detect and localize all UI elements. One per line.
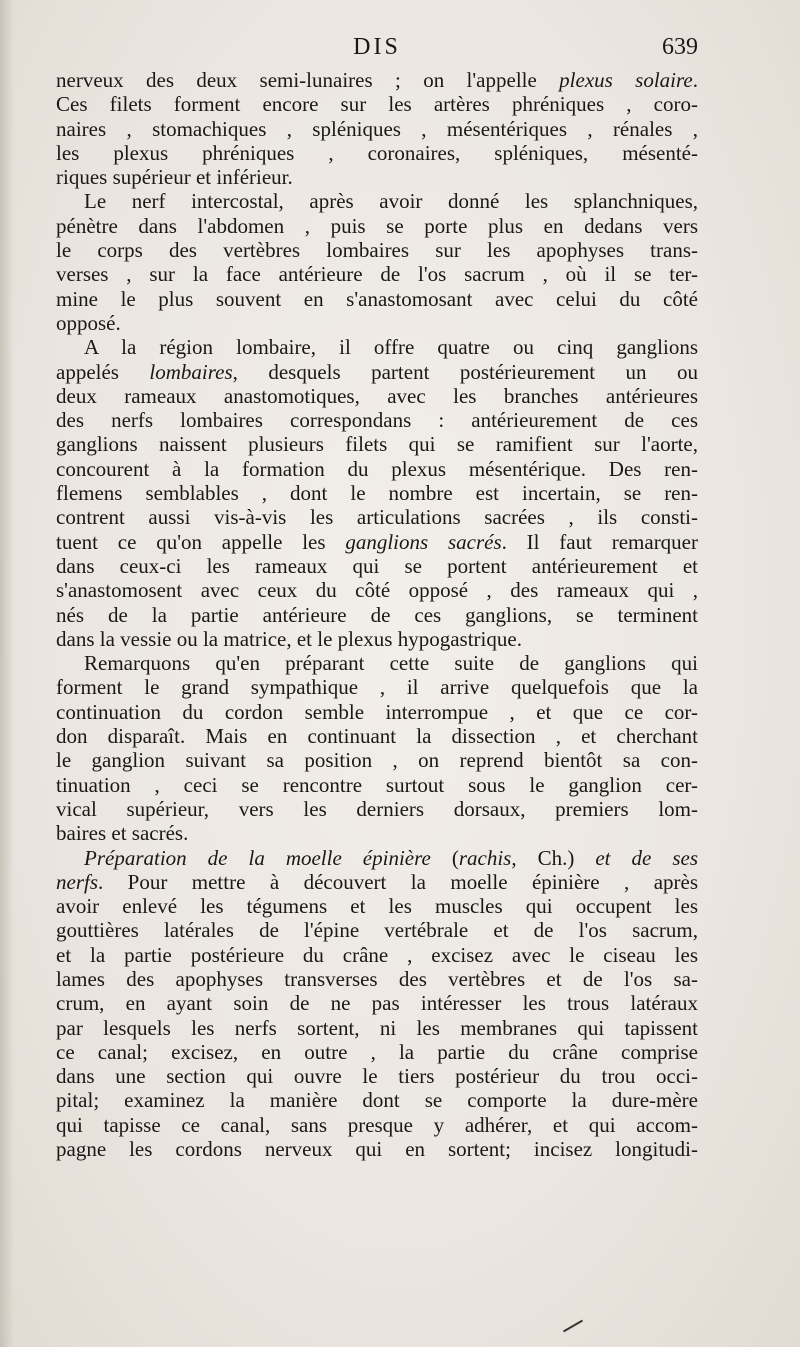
text-line: dans la vessie ou la matrice, et le plexus hypogastrique. [56, 626, 522, 651]
text-line: qui tapisse ce canal, sans presque y adhérer, et qui accom- [56, 1112, 698, 1137]
text-line: Le nerf intercostal, après avoir donné les splanchniques, [84, 189, 698, 214]
page-gutter-shadow [0, 0, 14, 1347]
text-line: flemens semblables , dont le nombre est incertain, se ren- [56, 481, 698, 506]
text-line: pital; examinez la manière dont se comporte la dure-mère [56, 1088, 698, 1113]
section-heading-line: Préparation de la moelle épinière (rachis, Ch.) et de ses [84, 845, 698, 870]
text-line: nerveux des deux semi-lunaires ; on l'appelle plexus solaire. [56, 68, 698, 92]
text-line: ganglions naissent plusieurs filets qui se ramifient sur l'aorte, [56, 432, 698, 457]
italic-term: plexus solaire [559, 68, 693, 92]
text-line: dans une section qui ouvre le tiers postérieur du trou occi- [56, 1064, 698, 1089]
text-line: A la région lombaire, il offre quatre ou cinq ganglions [84, 335, 698, 360]
text-line: don disparaît. Mais en continuant la dissection , et cherchant [56, 724, 698, 749]
text-line: verses , sur la face antérieure de l'os sacrum , où il se ter- [56, 262, 698, 287]
text-line: concourent à la formation du plexus mésentérique. Des ren- [56, 456, 698, 481]
text-line: par lesquels les nerfs sortent, ni les membranes qui tapissent [56, 1015, 698, 1040]
text-line: avoir enlevé les tégumens et les muscles qui occupent les [56, 894, 698, 919]
page-number: 639 [662, 34, 698, 60]
text-line: lames des apophyses transverses des vertèbres et de l'os sa- [56, 966, 698, 991]
text-line: forment le grand sympathique , il arrive quelquefois que la [56, 675, 698, 700]
text-line: Remarquons qu'en préparant cette suite de ganglions qui [84, 651, 698, 676]
text-line: nerfs. Pour mettre à découvert la moelle épinière , après [56, 869, 698, 894]
text-line: pagne les cordons nerveux qui en sortent; incisez longitudi- [56, 1137, 698, 1162]
text-line: ce canal; excisez, en outre , la partie du crâne comprise [56, 1039, 698, 1064]
italic-heading: nerfs [56, 869, 98, 894]
text-line: riques supérieur et inférieur. [56, 165, 293, 190]
text-line: crum, en ayant soin de ne pas intéresser les trous latéraux [56, 991, 698, 1016]
running-title: DIS [353, 34, 401, 60]
text-line: le ganglion suivant sa position , on reprend bientôt sa con- [56, 748, 698, 773]
text-line: des nerfs lombaires correspondans : antérieurement de ces [56, 408, 698, 433]
text-line: opposé. [56, 310, 121, 335]
italic-term: lombaires [149, 359, 233, 384]
text-line: gouttières latérales de l'épine vertébrale et de l'os sacrum, [56, 918, 698, 943]
text-line: les plexus phréniques , coronaires, spléniques, mésenté- [56, 140, 698, 165]
italic-term: ganglions sacrés [345, 529, 502, 554]
text-line: pénètre dans l'abdomen , puis se porte plus en dedans vers [56, 213, 698, 238]
italic-heading: Préparation de la moelle épinière [84, 845, 431, 870]
text-line: Ces filets forment encore sur les artères phréniques , coro- [56, 92, 698, 117]
text-line: et la partie postérieure du crâne , excisez avec le ciseau les [56, 942, 698, 967]
text-line: vical supérieur, vers les derniers dorsaux, premiers lom- [56, 796, 698, 821]
text-line: baires et sacrés. [56, 821, 189, 846]
text-line: s'anastomosent avec ceux du côté opposé , des rameaux qui , [56, 578, 698, 603]
text-line: naires , stomachiques , spléniques , mésentériques , rénales , [56, 116, 698, 141]
text-line: dans ceux-ci les rameaux qui se portent antérieurement et [56, 553, 698, 578]
text-line: mine le plus souvent en s'anastomosant avec celui du côté [56, 286, 698, 311]
text-line: le corps des vertèbres lombaires sur les apophyses trans- [56, 238, 698, 263]
text-line: deux rameaux anastomotiques, avec les branches antérieures [56, 383, 698, 408]
text-line: nés de la partie antérieure de ces ganglions, se terminent [56, 602, 698, 627]
ink-mark [563, 1320, 583, 1333]
text-line: tuent ce qu'on appelle les ganglions sacrés. Il faut remarquer [56, 529, 698, 554]
body-text [56, 68, 698, 1161]
text-line: tinuation , ceci se rencontre surtout sous le ganglion cer- [56, 772, 698, 797]
page-header [56, 34, 698, 64]
text-line: contrent aussi vis-à-vis les articulations sacrées , ils consti- [56, 505, 698, 530]
text-line: continuation du cordon semble interrompue , et que ce cor- [56, 699, 698, 724]
text-line: appelés lombaires, desquels partent postérieurement un ou [56, 359, 698, 384]
